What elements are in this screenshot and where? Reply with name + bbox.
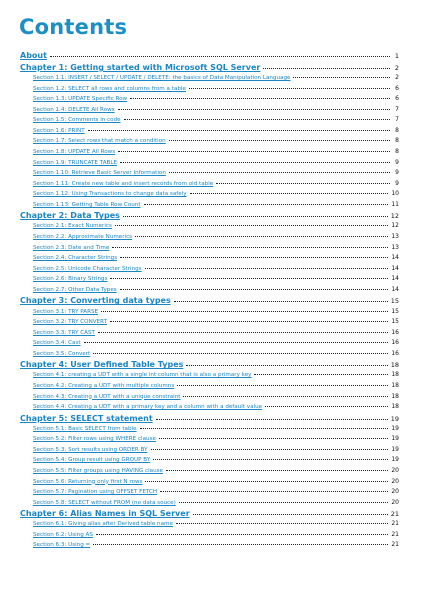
toc-page-number: 14: [391, 254, 399, 262]
dot-leader: [115, 225, 388, 226]
dot-leader: [254, 374, 388, 375]
dot-leader: [183, 396, 388, 397]
table-of-contents: [20, 51, 399, 552]
toc-page-number: 7: [395, 116, 399, 124]
toc-entry-label: Section 3.2: TRY CONVERT: [33, 319, 108, 326]
toc-page-number: 14: [391, 285, 399, 293]
dot-leader: [120, 257, 388, 258]
toc-page-number: 7: [395, 105, 399, 113]
toc-entry-label: Section 1.4: DELETE All Rows: [33, 106, 115, 113]
toc-section-2-3[interactable]: [20, 244, 399, 255]
toc-page-number: 18: [391, 392, 399, 400]
toc-section-5-4[interactable]: [20, 456, 399, 467]
toc-page-number: 8: [395, 148, 399, 156]
toc-page-number: 19: [391, 424, 399, 432]
toc-section-1-11[interactable]: [20, 180, 399, 191]
dot-leader: [130, 98, 390, 99]
toc-page-number: 8: [395, 126, 399, 134]
toc-page-number: 10: [391, 190, 399, 198]
toc-section-1-8[interactable]: [20, 148, 399, 159]
toc-section-1-4[interactable]: [20, 106, 399, 117]
dot-leader: [120, 162, 390, 163]
toc-section-5-2[interactable]: [20, 435, 399, 446]
toc-entry-label: Section 3.3: TRY CAST: [33, 329, 95, 336]
toc-page-number: 18: [391, 371, 399, 379]
toc-entry-label: Section 2.6: Binary Strings: [33, 276, 108, 283]
dot-leader: [135, 236, 388, 237]
toc-chapter-3[interactable]: [20, 296, 399, 307]
toc-section-2-7[interactable]: [20, 286, 399, 297]
dot-leader: [160, 491, 388, 492]
toc-section-3-2[interactable]: [20, 318, 399, 329]
toc-entry-label: Section 5.6: Returning only first N rows: [33, 478, 143, 485]
toc-chapter-1[interactable]: [20, 63, 399, 74]
toc-section-1-7[interactable]: [20, 137, 399, 148]
toc-entry-label: Section 2.1: Exact Numerics: [33, 223, 112, 230]
toc-entry-label: Section 2.3: Date and Time: [33, 244, 110, 251]
toc-entry-label: Section 2.5: Unicode Character Strings: [33, 265, 142, 272]
dot-leader: [88, 130, 390, 131]
toc-page-number: 14: [391, 275, 399, 283]
toc-section-4-2[interactable]: [20, 382, 399, 393]
toc-section-4-3[interactable]: [20, 393, 399, 404]
toc-page-number: 13: [391, 243, 399, 251]
toc-page-number: 18: [391, 381, 399, 389]
toc-entry-label: Section 5.1: Basic SELECT from table: [33, 425, 137, 432]
toc-section-5-8[interactable]: [20, 499, 399, 510]
toc-entry-label: Section 1.11: Create new table and insert records from old table: [33, 180, 214, 187]
toc-chapter-4[interactable]: [20, 360, 399, 371]
toc-entry-label: Section 2.2: Approximate Numerics: [33, 234, 133, 241]
dot-leader: [177, 385, 388, 386]
toc-page-number: 6: [395, 84, 399, 92]
toc-page-number: 18: [391, 403, 399, 411]
toc-page-number: 21: [390, 510, 399, 519]
toc-entry-label: Chapter 3: Converting data types: [20, 296, 171, 306]
dot-leader: [169, 172, 390, 173]
toc-page-number: 9: [395, 179, 399, 187]
toc-page-number: 19: [391, 445, 399, 453]
toc-entry-label: Section 1.5: Comments in code: [33, 117, 121, 124]
toc-entry-label: Chapter 5: SELECT statement: [20, 413, 153, 423]
toc-page-number: 21: [391, 520, 399, 528]
toc-entry-label: Section 1.2: SELECT all rows and columns from a table: [33, 85, 186, 92]
toc-entry-label: Chapter 4: User Defined Table Types: [20, 360, 184, 370]
toc-entry-label: Section 6.2: Using AS: [33, 531, 93, 538]
toc-section-2-5[interactable]: [20, 265, 399, 276]
toc-entry-label: Section 5.3: Sort results using ORDER BY: [33, 446, 148, 453]
toc-entry-label: Section 4.3: Creating a UDT with a unique constraint: [33, 393, 181, 400]
toc-page-number: 2: [394, 64, 399, 72]
toc-section-5-6[interactable]: [20, 478, 399, 489]
toc-section-3-3[interactable]: [20, 329, 399, 340]
toc-page-number: 13: [391, 233, 399, 241]
toc-entry-label: Section 4.4: Creating a UDT with a primary key and a column with a default value: [33, 404, 263, 411]
toc-section-2-2[interactable]: [20, 233, 399, 244]
dot-leader: [140, 428, 389, 429]
toc-entry-label: Section 6.3: Using =: [33, 542, 91, 549]
toc-section-6-1[interactable]: [20, 520, 399, 531]
toc-section-1-3[interactable]: [20, 95, 399, 106]
dot-leader: [153, 459, 388, 460]
dot-leader: [189, 88, 390, 89]
toc-page-number: 15: [391, 307, 399, 315]
toc-entry-label: Section 1.3: UPDATE Specific Row: [33, 96, 128, 103]
toc-page-number: 16: [391, 349, 399, 357]
toc-section-3-1[interactable]: [20, 308, 399, 319]
toc-entry-label: Section 3.1: TRY PARSE: [33, 308, 99, 315]
toc-entry-label: Section 2.4: Character Strings: [33, 255, 118, 262]
toc-page-number: 20: [391, 466, 399, 474]
toc-section-5-1[interactable]: [20, 425, 399, 436]
dot-leader: [145, 268, 389, 269]
page-title: Contents: [19, 15, 128, 39]
toc-entry-label: Section 3.5: Convert: [33, 350, 91, 357]
toc-entry-label: Section 1.9: TRUNCATE TABLE: [33, 159, 118, 166]
toc-entry-label: Section 1.1: INSERT / SELECT / UPDATE / DELETE: the basics of Data Manipulation Language: [33, 75, 291, 82]
dot-leader: [156, 419, 388, 420]
toc-entry-label: Section 5.7: Pagination using OFFSET FETCH: [33, 489, 158, 496]
toc-section-3-5[interactable]: [20, 350, 399, 361]
toc-entry-label: Chapter 1: Getting started with Microsoft SQL Server: [20, 63, 261, 72]
toc-page-number: 15: [390, 297, 399, 306]
toc-entry-label: Chapter 2: Data Types: [20, 211, 120, 221]
toc-entry-about[interactable]: [20, 51, 399, 63]
toc-entry-label: Section 4.2: Creating a UDT with multiple columns: [33, 382, 175, 389]
toc-entry-label: About: [20, 51, 47, 60]
dot-leader: [98, 332, 388, 333]
dot-leader: [169, 140, 390, 141]
toc-entry-label: Section 1.10: Retrieve Basic Server Information: [33, 170, 166, 177]
dot-leader: [176, 523, 388, 524]
toc-page-number: 18: [390, 361, 399, 370]
toc-page-number: 15: [391, 318, 399, 326]
dot-leader: [193, 514, 388, 515]
toc-page-number: 19: [391, 456, 399, 464]
toc-entry-label: Section 4.1: creating a UDT with a single int column that is also a primary key: [33, 372, 252, 379]
dot-leader: [174, 301, 388, 302]
dot-leader: [84, 342, 389, 343]
toc-page-number: 16: [391, 328, 399, 336]
toc-section-5-7[interactable]: [20, 488, 399, 499]
toc-page-number: 20: [391, 488, 399, 496]
toc-section-1-2[interactable]: [20, 85, 399, 96]
toc-section-2-4[interactable]: [20, 254, 399, 265]
toc-entry-label: Section 1.13: Getting Table Row Count: [33, 201, 141, 208]
toc-chapter-2[interactable]: [20, 211, 399, 222]
dot-leader: [120, 289, 389, 290]
toc-page-number: 9: [395, 158, 399, 166]
dot-leader: [123, 216, 388, 217]
toc-entry-label: Section 5.5: Filter groups using HAVING clause: [33, 467, 163, 474]
dot-leader: [93, 544, 388, 545]
dot-leader: [151, 449, 389, 450]
toc-page-number: 6: [395, 95, 399, 103]
dot-leader: [93, 353, 388, 354]
toc-section-4-4[interactable]: [20, 403, 399, 414]
toc-entry-label: Section 1.8: UPDATE All Rows: [33, 149, 116, 156]
toc-entry-label: Chapter 6: Alias Names in SQL Server: [20, 509, 190, 519]
toc-page-number: 19: [390, 414, 399, 423]
toc-section-3-4[interactable]: [20, 339, 399, 350]
toc-entry-label: Section 3.4: Cast: [33, 340, 81, 347]
toc-section-1-12[interactable]: [20, 190, 399, 201]
toc-section-1-13[interactable]: [20, 201, 399, 212]
toc-entry-label: Section 6.1: Giving alias after Derived table name: [33, 521, 173, 528]
dot-leader: [124, 119, 390, 120]
dot-leader: [110, 321, 388, 322]
toc-section-6-2[interactable]: [20, 531, 399, 542]
toc-page-number: 8: [395, 137, 399, 145]
dot-leader: [179, 502, 389, 503]
dot-leader: [118, 151, 390, 152]
toc-entry-label: Section 5.8: SELECT without FROM (no data souce): [33, 499, 176, 506]
dot-leader: [159, 438, 388, 439]
toc-section-2-6[interactable]: [20, 275, 399, 286]
toc-page-number: 21: [391, 541, 399, 549]
toc-entry-label: Section 1.7: Select rows that match a condition: [33, 138, 166, 145]
toc-page-number: 19: [391, 435, 399, 443]
dot-leader: [118, 109, 390, 110]
toc-section-2-1[interactable]: [20, 222, 399, 233]
toc-page-number: 20: [391, 477, 399, 485]
toc-page-number: 2: [395, 74, 399, 82]
dot-leader: [293, 77, 390, 78]
toc-section-5-5[interactable]: [20, 467, 399, 478]
dot-leader: [110, 278, 388, 279]
toc-page-number: 12: [390, 212, 399, 221]
toc-page-number: 14: [391, 264, 399, 272]
toc-section-1-10[interactable]: [20, 169, 399, 180]
dot-leader: [145, 481, 388, 482]
toc-page-number: 12: [391, 222, 399, 230]
dot-leader: [265, 406, 388, 407]
dot-leader: [263, 68, 390, 69]
dot-leader: [112, 247, 388, 248]
toc-section-1-1[interactable]: [20, 74, 399, 85]
toc-page-number: 1: [394, 52, 399, 60]
toc-entry-label: Section 5.4: Group result using GROUP BY: [33, 457, 151, 464]
toc-entry-label: Section 1.6: PRINT: [33, 127, 85, 134]
toc-section-4-1[interactable]: [20, 371, 399, 382]
dot-leader: [186, 365, 387, 366]
dot-leader: [216, 183, 390, 184]
dot-leader: [190, 193, 389, 194]
toc-page-number: 20: [391, 498, 399, 506]
toc-section-1-6[interactable]: [20, 127, 399, 138]
toc-entry-label: Section 2.7: Other Data Types: [33, 286, 117, 293]
dot-leader: [96, 534, 388, 535]
dot-leader: [101, 311, 388, 312]
dot-leader: [50, 56, 390, 57]
dot-leader: [144, 204, 389, 205]
toc-page-number: 11: [391, 200, 399, 208]
toc-chapter-6[interactable]: [20, 509, 399, 520]
toc-entry-label: Section 5.2: Filter rows using WHERE clause: [33, 436, 156, 443]
toc-section-1-9[interactable]: [20, 159, 399, 170]
dot-leader: [166, 470, 388, 471]
toc-page-number: 9: [395, 169, 399, 177]
toc-section-6-3[interactable]: [20, 541, 399, 552]
toc-entry-label: Section 1.12: Using Transactions to change data safely: [33, 191, 187, 198]
toc-page-number: 16: [391, 339, 399, 347]
toc-section-1-5[interactable]: [20, 116, 399, 127]
toc-page-number: 21: [391, 530, 399, 538]
toc-chapter-5[interactable]: [20, 414, 399, 425]
toc-section-5-3[interactable]: [20, 446, 399, 457]
